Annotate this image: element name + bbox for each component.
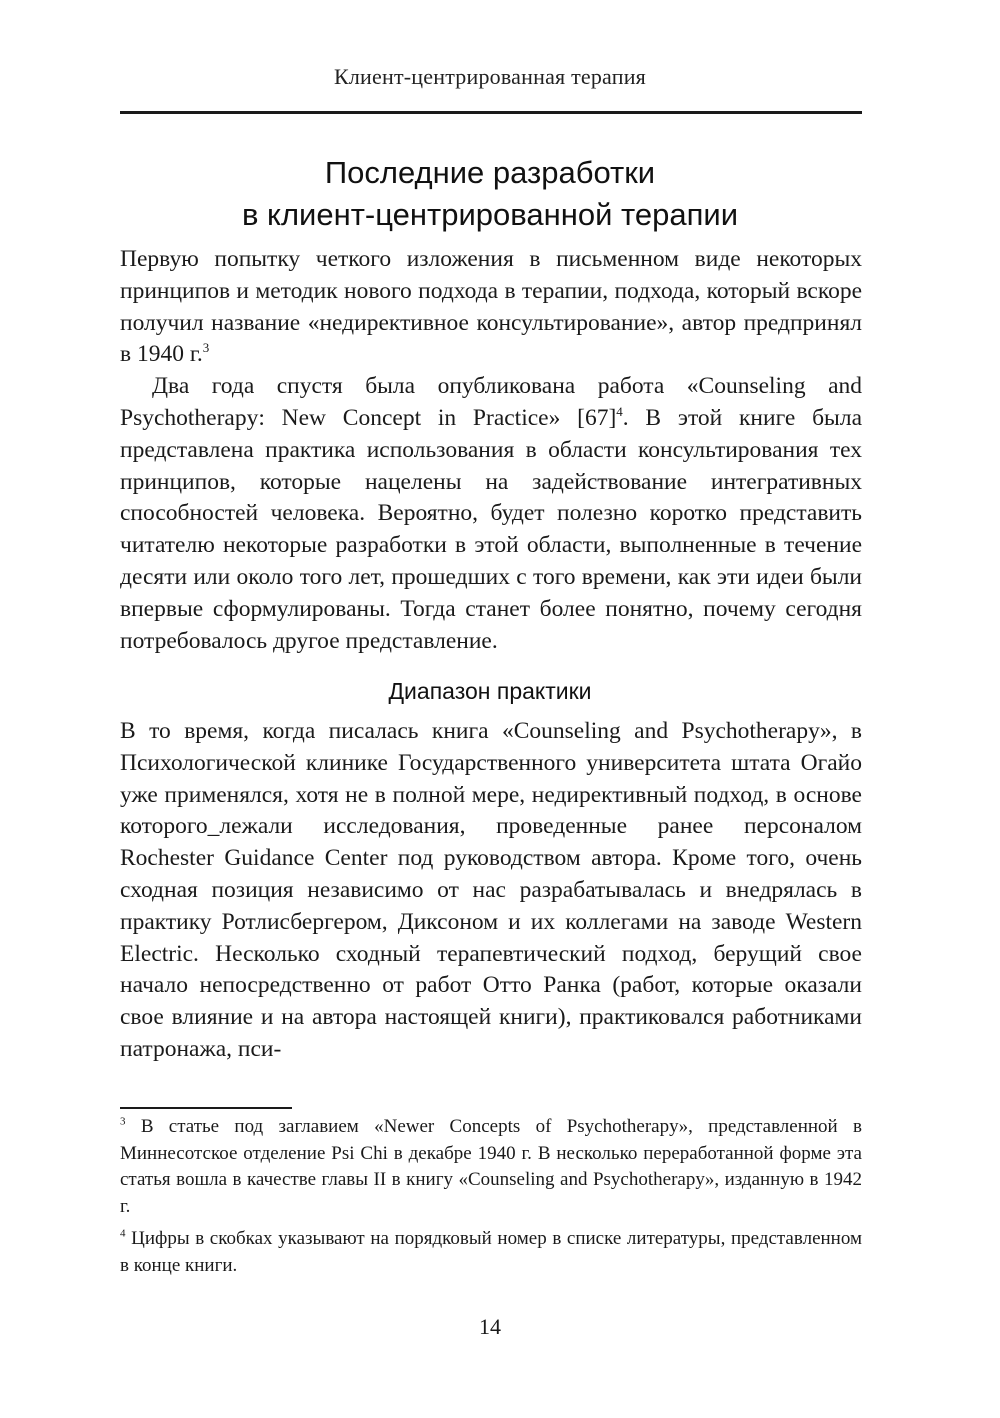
paragraph-1-text: Первую попытку четкого изложения в письменном виде некоторых принципов и методик нового подхода в терапии, подхода, который вскоре получил название «недирективное консультирование», автор предпринял в 1940 г. <box>120 246 862 368</box>
footnote-rule <box>120 1107 292 1109</box>
footnote-text: В статье под заглавием «Newer Concepts of Psychotherapy», представленной в Миннесотское отделение Psi Chi в декабре 1940 г. В несколько переработанной форме эта статья вошла в качестве главы II в книгу «Counseling and Psychotherapy», изданную в 1942 г. <box>120 1116 862 1217</box>
footnote-marker: 3 <box>120 1115 126 1128</box>
intro-text <box>120 244 862 657</box>
section-heading: Диапазон практики <box>388 678 592 704</box>
paragraph-2-text-before: Два года спустя была опубликована работа «Counseling and Psychotherapy: New Concept in Practice» [67] <box>120 373 862 431</box>
running-head: Клиент-центрированная терапия <box>334 64 646 89</box>
footnote-text: Цифры в скобках указывают на порядковый номер в списке литературы, представленном в конце книги. <box>120 1228 862 1276</box>
footnotes <box>120 1114 862 1285</box>
footnote-ref-3: 3 <box>202 340 210 356</box>
paragraph-2 <box>120 371 862 657</box>
paragraph-3: В то время, когда писалась книга «Counseling and Psychotherapy», в Психологической клинике Государственного университета штата Огайо уже применялся, хотя не в полной мере, недирективный подход, в основе которого_лежали исследования, проведенные ранее персоналом Rochester Guidance Center под руководством автора. Кроме того, очень сходная позиция независимо от нас разрабатывалась и внедрялась в практику Ротлисбергером, Диксоном и их коллегами на заводе Western Electric. Несколько сходный терапевтический подход, берущий свое начало непосредственно от работ Отто Ранка (работ, которые оказали свое влияние и на автора настоящей книги), практиковался работниками патронажа, пси- <box>120 718 862 1062</box>
chapter-title <box>120 152 860 236</box>
footnote-ref-4: 4 <box>616 404 623 420</box>
header-rule <box>120 111 862 114</box>
paragraph-1 <box>120 244 862 371</box>
section-text <box>120 716 862 1066</box>
paragraph-2-text-after: . В этой книге была представлена практика использования в области консультирования тех принципов, которые нацелены на задействование интегративных способностей человека. Вероятно, будет полезно коротко представить читателю некоторые разработки в этой области, выполненные в течение десяти или около того лет, прошедших с того времени, как эти идеи были впервые сформулированы. Тогда станет более понятно, почему сегодня потребовалось другое представление. <box>120 404 863 654</box>
page-number: 14 <box>479 1314 501 1339</box>
footnote-3 <box>120 1114 862 1220</box>
footnote-4 <box>120 1226 862 1279</box>
chapter-title-line-1: Последние разработки <box>324 155 656 190</box>
chapter-title-line-2: в клиент-центрированной терапии <box>241 197 739 232</box>
footnote-marker: 4 <box>120 1227 126 1240</box>
